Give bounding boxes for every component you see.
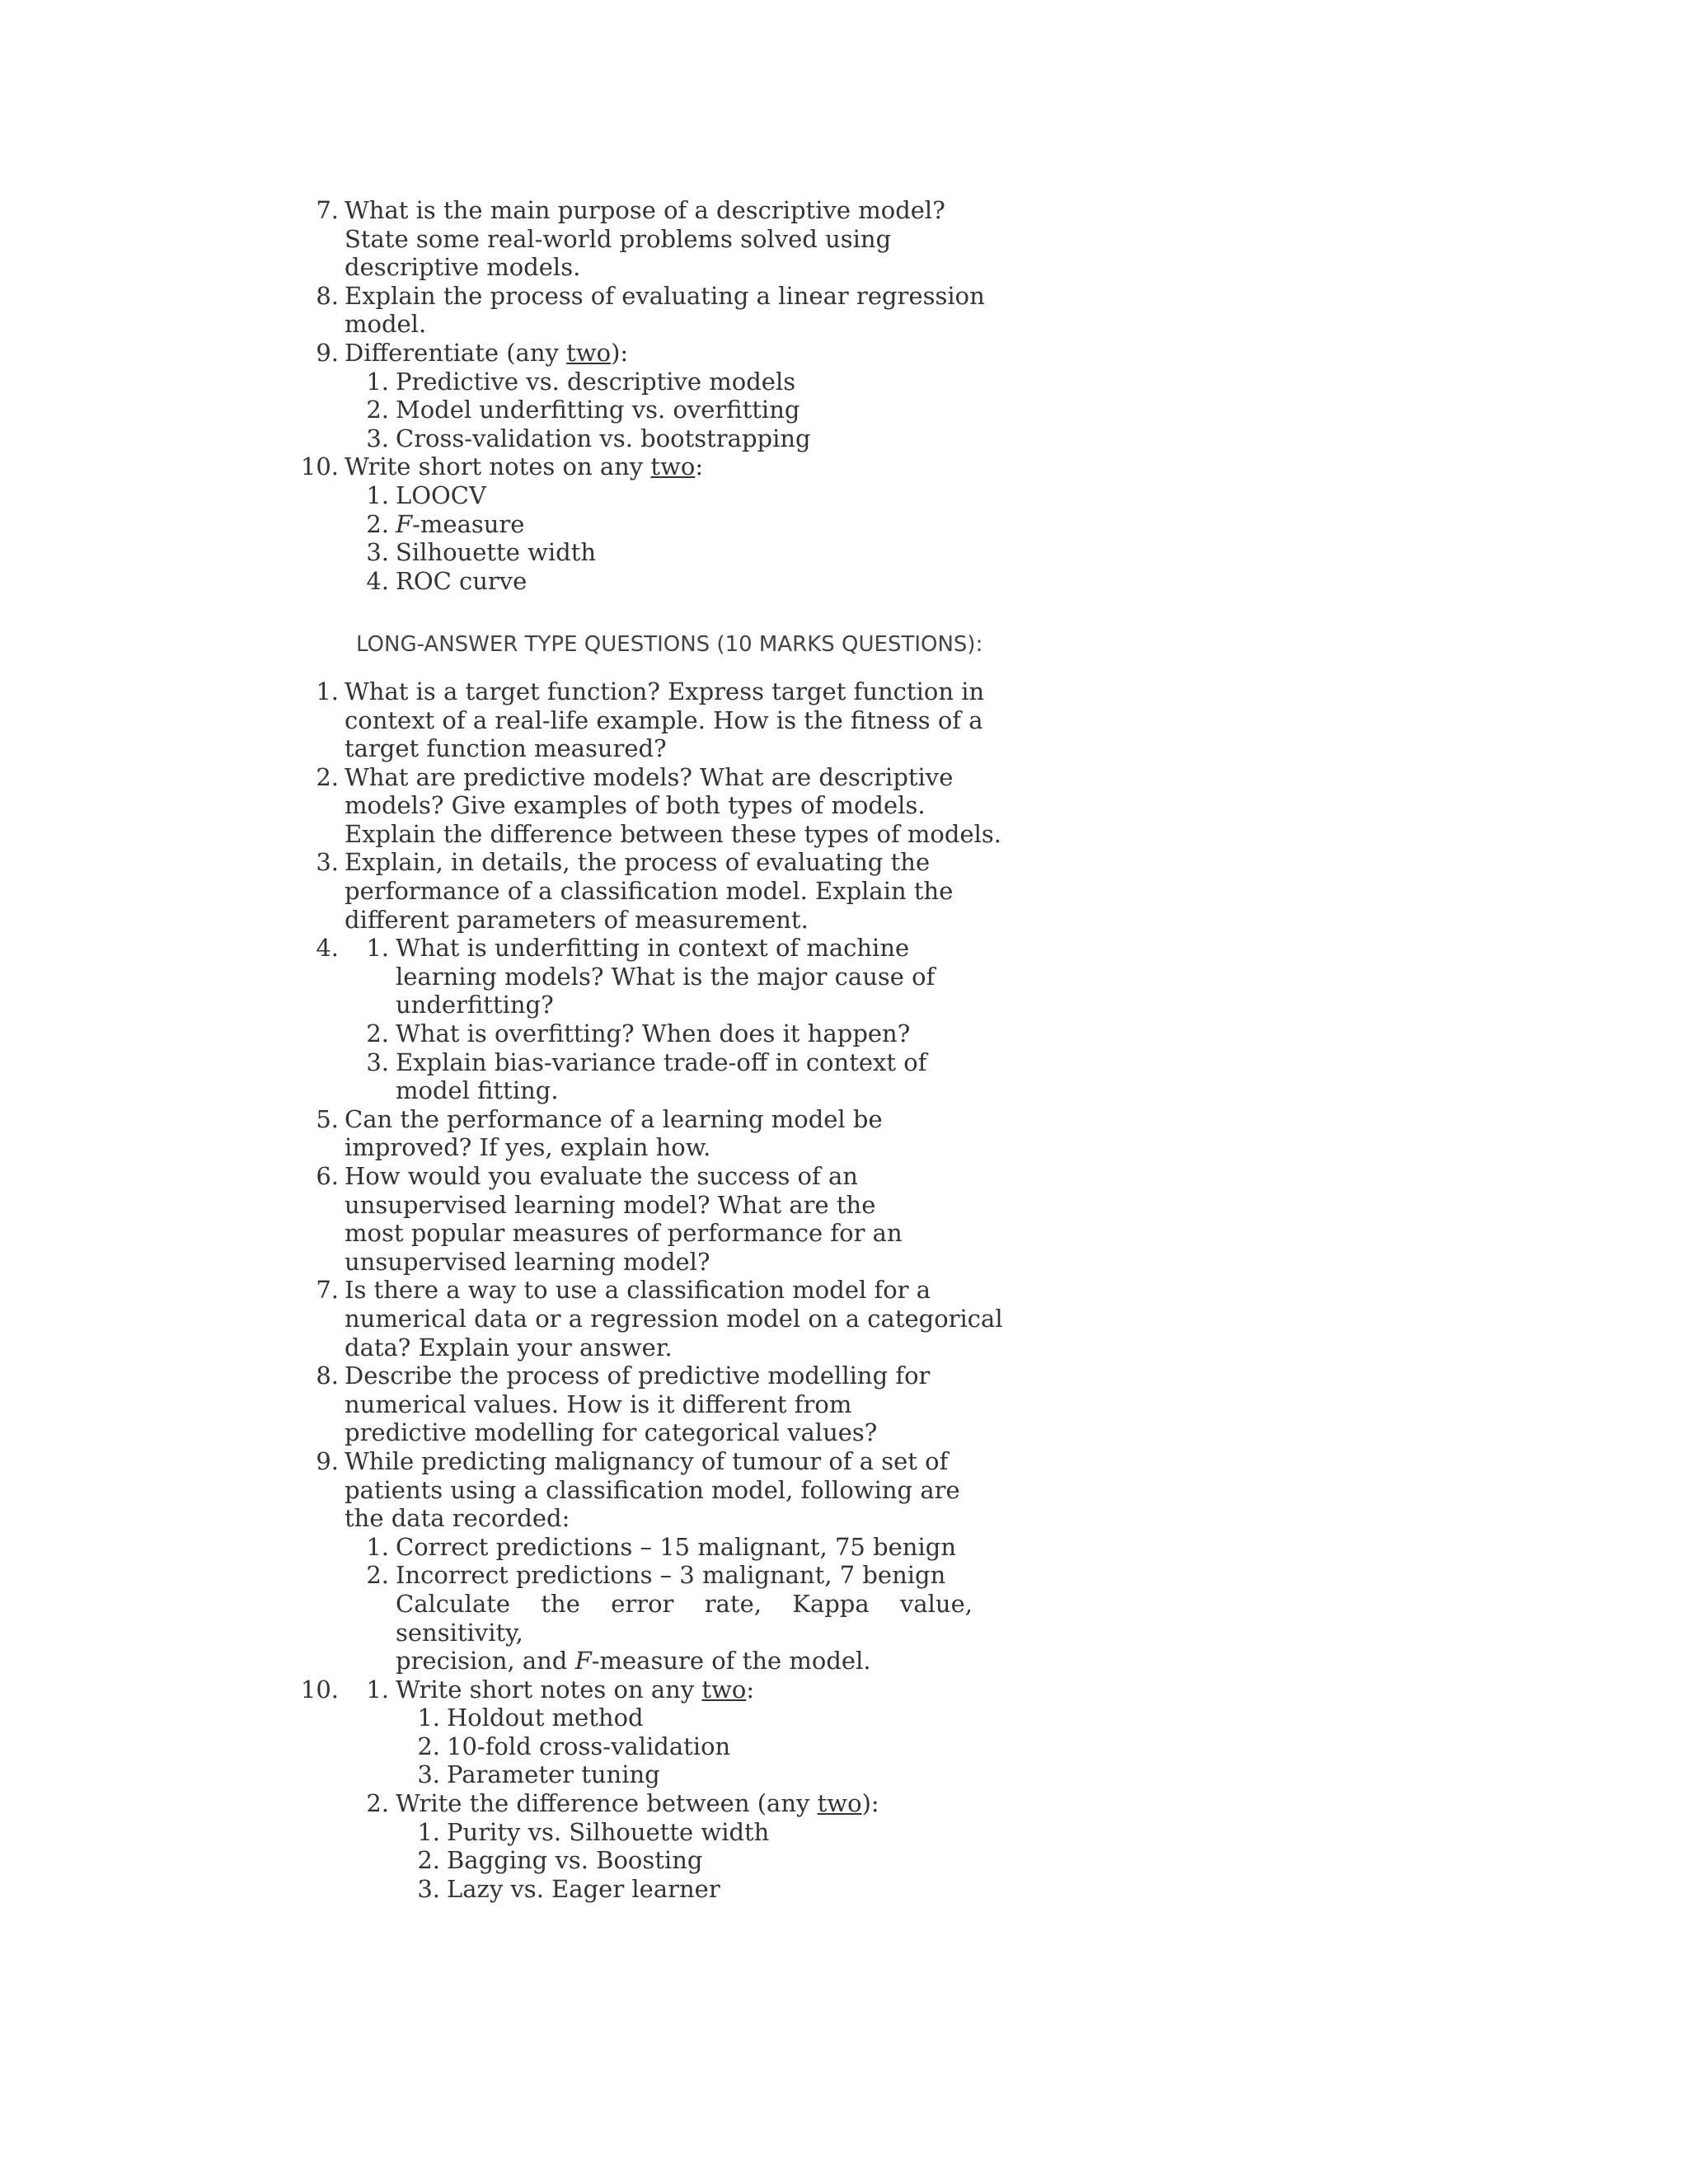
question-item [0, 1276, 1688, 1361]
sub-text: Predictive vs. descriptive models [396, 367, 796, 396]
question-text: Explain the process of evaluating a linear regression model. [345, 281, 985, 339]
sub-item [0, 1561, 1688, 1590]
sub-text: Correct predictions – 15 malignant, 75 benign [396, 1532, 956, 1561]
emphasis-underline: two [566, 338, 612, 367]
question-number: 6. [316, 1162, 339, 1190]
sub-sub-number: 3. [417, 1760, 440, 1789]
question-number: 3. [316, 848, 339, 877]
sub-number: 2. [366, 396, 389, 424]
sub-number: 4. [366, 566, 389, 595]
emphasis-underline: two [701, 1675, 747, 1704]
question-item [0, 196, 1688, 282]
question-item [0, 1675, 1688, 1704]
question-number: 9. [316, 1446, 339, 1475]
sub-number: 3. [366, 538, 389, 567]
question-number: 8. [316, 1361, 339, 1390]
sub-text: Silhouette width [396, 538, 597, 567]
section-heading: LONG-ANSWER TYPE QUESTIONS (10 MARKS QUESTIONS): [356, 632, 983, 658]
question-number: 5. [316, 1104, 339, 1133]
question-text: Can the performance of a learning model be improved? If yes, explain how. [345, 1104, 883, 1162]
sub-item [0, 1019, 1688, 1048]
sub-item [0, 481, 1688, 510]
sub-item [0, 567, 1688, 596]
sub-sub-number: 1. [417, 1704, 440, 1732]
question-text: Differentiate (any two): [345, 338, 629, 367]
sub-number: 2. [366, 1561, 389, 1590]
question-item [0, 339, 1688, 368]
sub-sub-text: 10-fold cross-validation [447, 1732, 731, 1760]
emphasis-underline: two [650, 452, 696, 481]
question-number: 7. [316, 1276, 339, 1305]
sub-sub-text: Bagging vs. Boosting [447, 1846, 703, 1875]
sub-number: 2. [366, 509, 389, 538]
sub-text: What is underfitting in context of machine learning models? What is the major cause of underfitting? [396, 934, 935, 1019]
sub-number: 2. [366, 1789, 389, 1818]
sub-number: 2. [366, 1019, 389, 1048]
sub-text: Model underfitting vs. overfitting [396, 396, 800, 424]
sub-text: F-measure [396, 509, 525, 538]
sub-number: 3. [366, 1047, 389, 1076]
sub-sub-item [0, 1732, 1688, 1761]
sub-sub-number: 2. [417, 1732, 440, 1760]
question-text: How would you evaluate the success of an unsupervised learning model? What are the most popular measures of performance for an unsupervised learning model? [345, 1162, 903, 1276]
sub-number: 1. [366, 367, 389, 396]
italic-variable: F [396, 509, 413, 538]
question-item [0, 452, 1688, 481]
sub-sub-item [0, 1760, 1688, 1789]
sub-item [0, 510, 1688, 539]
question-number: 8. [316, 281, 339, 310]
sub-item [0, 1675, 1688, 1704]
italic-variable: F [574, 1647, 592, 1675]
sub-number: 1. [366, 934, 389, 963]
sub-text: Explain bias-variance trade-off in context of model fitting. [396, 1047, 927, 1105]
calculation-instruction: Calculate the error rate, Kappa value, sensitivity, [396, 1589, 973, 1647]
sub-item [0, 1533, 1688, 1562]
document-page [0, 196, 1688, 1903]
question-item [0, 1447, 1688, 1533]
sub-item [0, 934, 1688, 1019]
question-text: Describe the process of predictive modelling for numerical values. How is it different from predictive modelling for categorical values? [345, 1361, 931, 1447]
sub-sub-number: 2. [417, 1846, 440, 1875]
emphasis-underline: two [817, 1789, 862, 1818]
sub-sub-item [0, 1818, 1688, 1847]
question-number: 7. [316, 196, 339, 224]
question-number: 9. [316, 338, 339, 367]
sub-sub-item [0, 1846, 1688, 1875]
sub-number: 1. [366, 1532, 389, 1561]
question-item [0, 763, 1688, 849]
sub-item [0, 538, 1688, 567]
sub-sub-text: Lazy vs. Eager learner [447, 1874, 720, 1903]
question-text: What is the main purpose of a descriptive model? State some real-world problems solved using descriptive models. [345, 196, 945, 282]
sub-text: What is overfitting? When does it happen? [396, 1019, 911, 1048]
sub-text: Incorrect predictions – 3 malignant, 7 benign [396, 1561, 946, 1590]
sub-number: 3. [366, 424, 389, 452]
question-text: What are predictive models? What are descriptive models? Give examples of both types of models. Explain the difference between these types of models. [345, 762, 1001, 848]
sub-text: Write the difference between (any two): [396, 1789, 879, 1818]
sub-text: LOOCV [396, 480, 486, 509]
sub-text: Cross-validation vs. bootstrapping [396, 424, 811, 452]
question-number: 4. [316, 934, 339, 963]
sub-sub-number: 3. [417, 1874, 440, 1903]
question-number: 2. [316, 762, 339, 791]
calculation-instruction-continued: precision, and F-measure of the model. [396, 1647, 871, 1675]
question-number: 1. [316, 677, 339, 705]
question-text: Explain, in details, the process of evaluating the performance of a classification model. Explain the different parameters of measurement. [345, 848, 954, 934]
sub-item [0, 396, 1688, 424]
sub-sub-item [0, 1704, 1688, 1732]
question-item [0, 934, 1688, 1019]
question-item [0, 282, 1688, 339]
question-item [0, 677, 1688, 763]
sub-sub-item [0, 1875, 1688, 1904]
sub-number: 1. [366, 1675, 389, 1704]
sub-sub-text: Holdout method [447, 1704, 644, 1732]
sub-number: 1. [366, 480, 389, 509]
sub-item [0, 1789, 1688, 1818]
question-text: What is a target function? Express target function in context of a real-life example. How is the fitness of a target function measured? [345, 677, 985, 763]
question-item [0, 1162, 1688, 1276]
question-item [0, 848, 1688, 934]
question-item [0, 1361, 1688, 1447]
sub-item [0, 1048, 1688, 1105]
question-number: 10. [300, 1675, 339, 1704]
sub-item [0, 424, 1688, 453]
sub-item [0, 368, 1688, 396]
sub-sub-number: 1. [417, 1817, 440, 1846]
sub-text: Write short notes on any two: [396, 1675, 755, 1704]
question-text: Is there a way to use a classification model for a numerical data or a regression model on a categorical data? Explain your answer. [345, 1276, 1003, 1361]
question-text: Write short notes on any two: [345, 452, 704, 481]
question-item [0, 1105, 1688, 1162]
sub-sub-text: Parameter tuning [447, 1760, 660, 1789]
question-text: While predicting malignancy of tumour of a set of patients using a classification model, following are the data recorded: [345, 1446, 960, 1533]
sub-sub-text: Purity vs. Silhouette width [447, 1817, 770, 1846]
question-number: 10. [300, 452, 339, 481]
sub-text: ROC curve [396, 566, 528, 595]
